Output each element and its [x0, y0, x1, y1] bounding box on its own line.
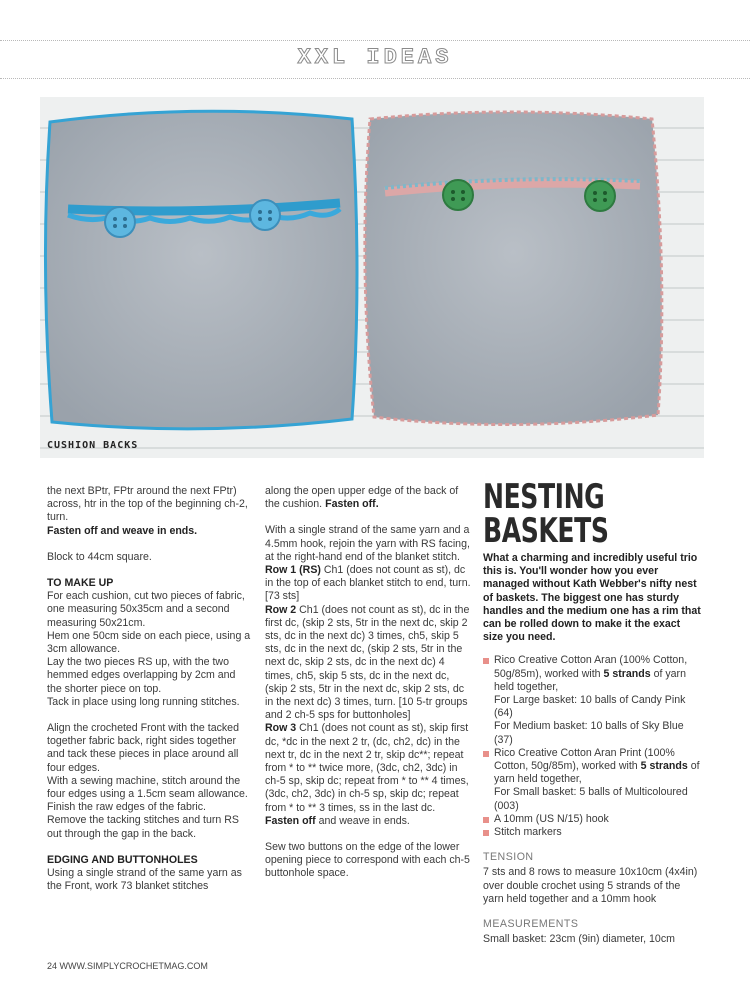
- list-item: Rico Creative Cotton Aran Print (100% Cotton, 50g/85m), worked with 5 strands of yarn held together, For Small basket: 5 balls of Multicoloured (003): [483, 747, 703, 813]
- right-cushion: [365, 112, 662, 425]
- heading-tension: TENSION: [483, 851, 534, 864]
- paragraph: Sew two buttons on the edge of the lower opening piece to correspond with each ch-5 buttonhole space.: [265, 841, 470, 880]
- photo-caption: CUSHION BACKS: [47, 440, 139, 451]
- intro-text: What a charming and incredibly useful trio this is. You'll wonder how you ever managed without Kath Webber's nifty nest of baskets. The biggest one has sturdy handles and the medium one has a rim that can be rolled down to make it the exact size you need.: [483, 552, 701, 644]
- paragraph: With a single strand of the same yarn and a 4.5mm hook, rejoin the yarn with RS facing, at the right-hand end of the blanket stitch.: [265, 524, 470, 563]
- paragraph: For each cushion, cut two pieces of fabric, one measuring 50x35cm and a second measuring 50x21cm.: [47, 590, 245, 629]
- left-button-1: [105, 207, 135, 237]
- page-footer: 24 WWW.SIMPLYCROCHETMAG.COM: [47, 961, 208, 971]
- paragraph: Block to 44cm square.: [47, 550, 152, 563]
- paragraph: Align the crocheted Front with the tacked together fabric back, right sides together and tack these pieces in place around all four edges.: [47, 722, 239, 774]
- heading-edging: EDGING AND BUTTONHOLES: [47, 853, 198, 866]
- section-title: XXL IDEAS: [297, 45, 453, 70]
- tension-text: 7 sts and 8 rows to measure 10x10cm (4x4in) over double crochet using 5 strands of the yarn held together and a 10mm hook: [483, 866, 698, 905]
- column-3: [483, 477, 703, 946]
- paragraph: the next BPtr, FPtr around the next FPtr) across, htr in the top of the beginning ch-2, turn. Fasten off and weave in ends.: [47, 485, 248, 537]
- left-button-2: [250, 200, 280, 230]
- row-3-instruction: Row 3 Ch1 (does not count as st), skip first dc, *dc in the next 2 tr, (dc, ch2, dc) in the next tr, dc in the next 2 tr, skip dc**; repeat from * to ** twice more, (3dc, ch2, 3dc) in ch-5 sp, skip dc; repeat from * to ** 4 times, (3dc, ch2, 3dc) in ch-5 sp, skip dc; repeat from * to ** 3 times, ss in the last dc. Fasten off and weave in ends.: [265, 722, 469, 827]
- left-cushion: [45, 111, 357, 429]
- heading-make-up: TO MAKE UP: [47, 577, 114, 590]
- column-2: [265, 485, 473, 881]
- paragraph: Remove the tacking stitches and turn RS out through the gap in the back.: [47, 814, 239, 840]
- measurements-text: Small basket: 23cm (9in) diameter, 10cm: [483, 933, 675, 946]
- paragraph: Tack in place using long running stitches.: [47, 695, 240, 708]
- paragraph: Using a single strand of the same yarn as the Front, work 73 blanket stitches: [47, 867, 242, 893]
- list-item: Rico Creative Cotton Aran (100% Cotton, 50g/85m), worked with 5 strands of yarn held together, For Large basket: 10 balls of Candy Pink (64) For Medium basket: 10 balls of Sky Blue (37): [483, 654, 703, 746]
- heading-measurements: MEASUREMENTS: [483, 918, 579, 931]
- paragraph: Hem one 50cm side on each piece, using a 3cm allowance.: [47, 629, 251, 656]
- bottom-dotted-rule: [0, 78, 750, 79]
- row-2-instruction: Row 2 Ch1 (does not count as st), dc in the first dc, (skip 2 sts, 5tr in the next dc, skip 2 sts, dc in the next dc) 3 times, ch5, skip 5 sts, dc in the next dc, (skip 2 sts, 5tr in the next dc, skip 2 sts, dc in the next dc) 4 times, ch5, skip 5 sts, dc in the next dc, (skip 2 sts, 5tr in the next dc, skip 2 sts, dc in the next dc) 3 times, turn. [10 5-tr groups and 2 ch-5 sps for buttonholes]: [265, 603, 470, 722]
- article-title: NESTING BASKETS: [483, 477, 609, 551]
- row-1-instruction: Row 1 (RS) Ch1 (does not count as st), dc in the top of each blanket stitch to end, turn. [73 sts]: [265, 564, 471, 603]
- paragraph: along the open upper edge of the back of the cushion. Fasten off.: [265, 485, 459, 511]
- list-item: A 10mm (US N/15) hook: [483, 813, 703, 826]
- right-button-1: [443, 180, 473, 210]
- column-1: [47, 485, 251, 893]
- paragraph: With a sewing machine, stitch around the four edges using a 1.5cm seam allowance.: [47, 774, 248, 801]
- right-button-2: [585, 181, 615, 211]
- cushion-photo: [40, 97, 704, 458]
- top-dotted-rule: [0, 40, 750, 41]
- list-item: Stitch markers: [483, 826, 703, 839]
- paragraph: Finish the raw edges of the fabric.: [47, 801, 206, 814]
- materials-list: [483, 654, 703, 839]
- paragraph: Lay the two pieces RS up, with the two hemmed edges overlapping by 2cm and the shorter piece on top.: [47, 656, 236, 695]
